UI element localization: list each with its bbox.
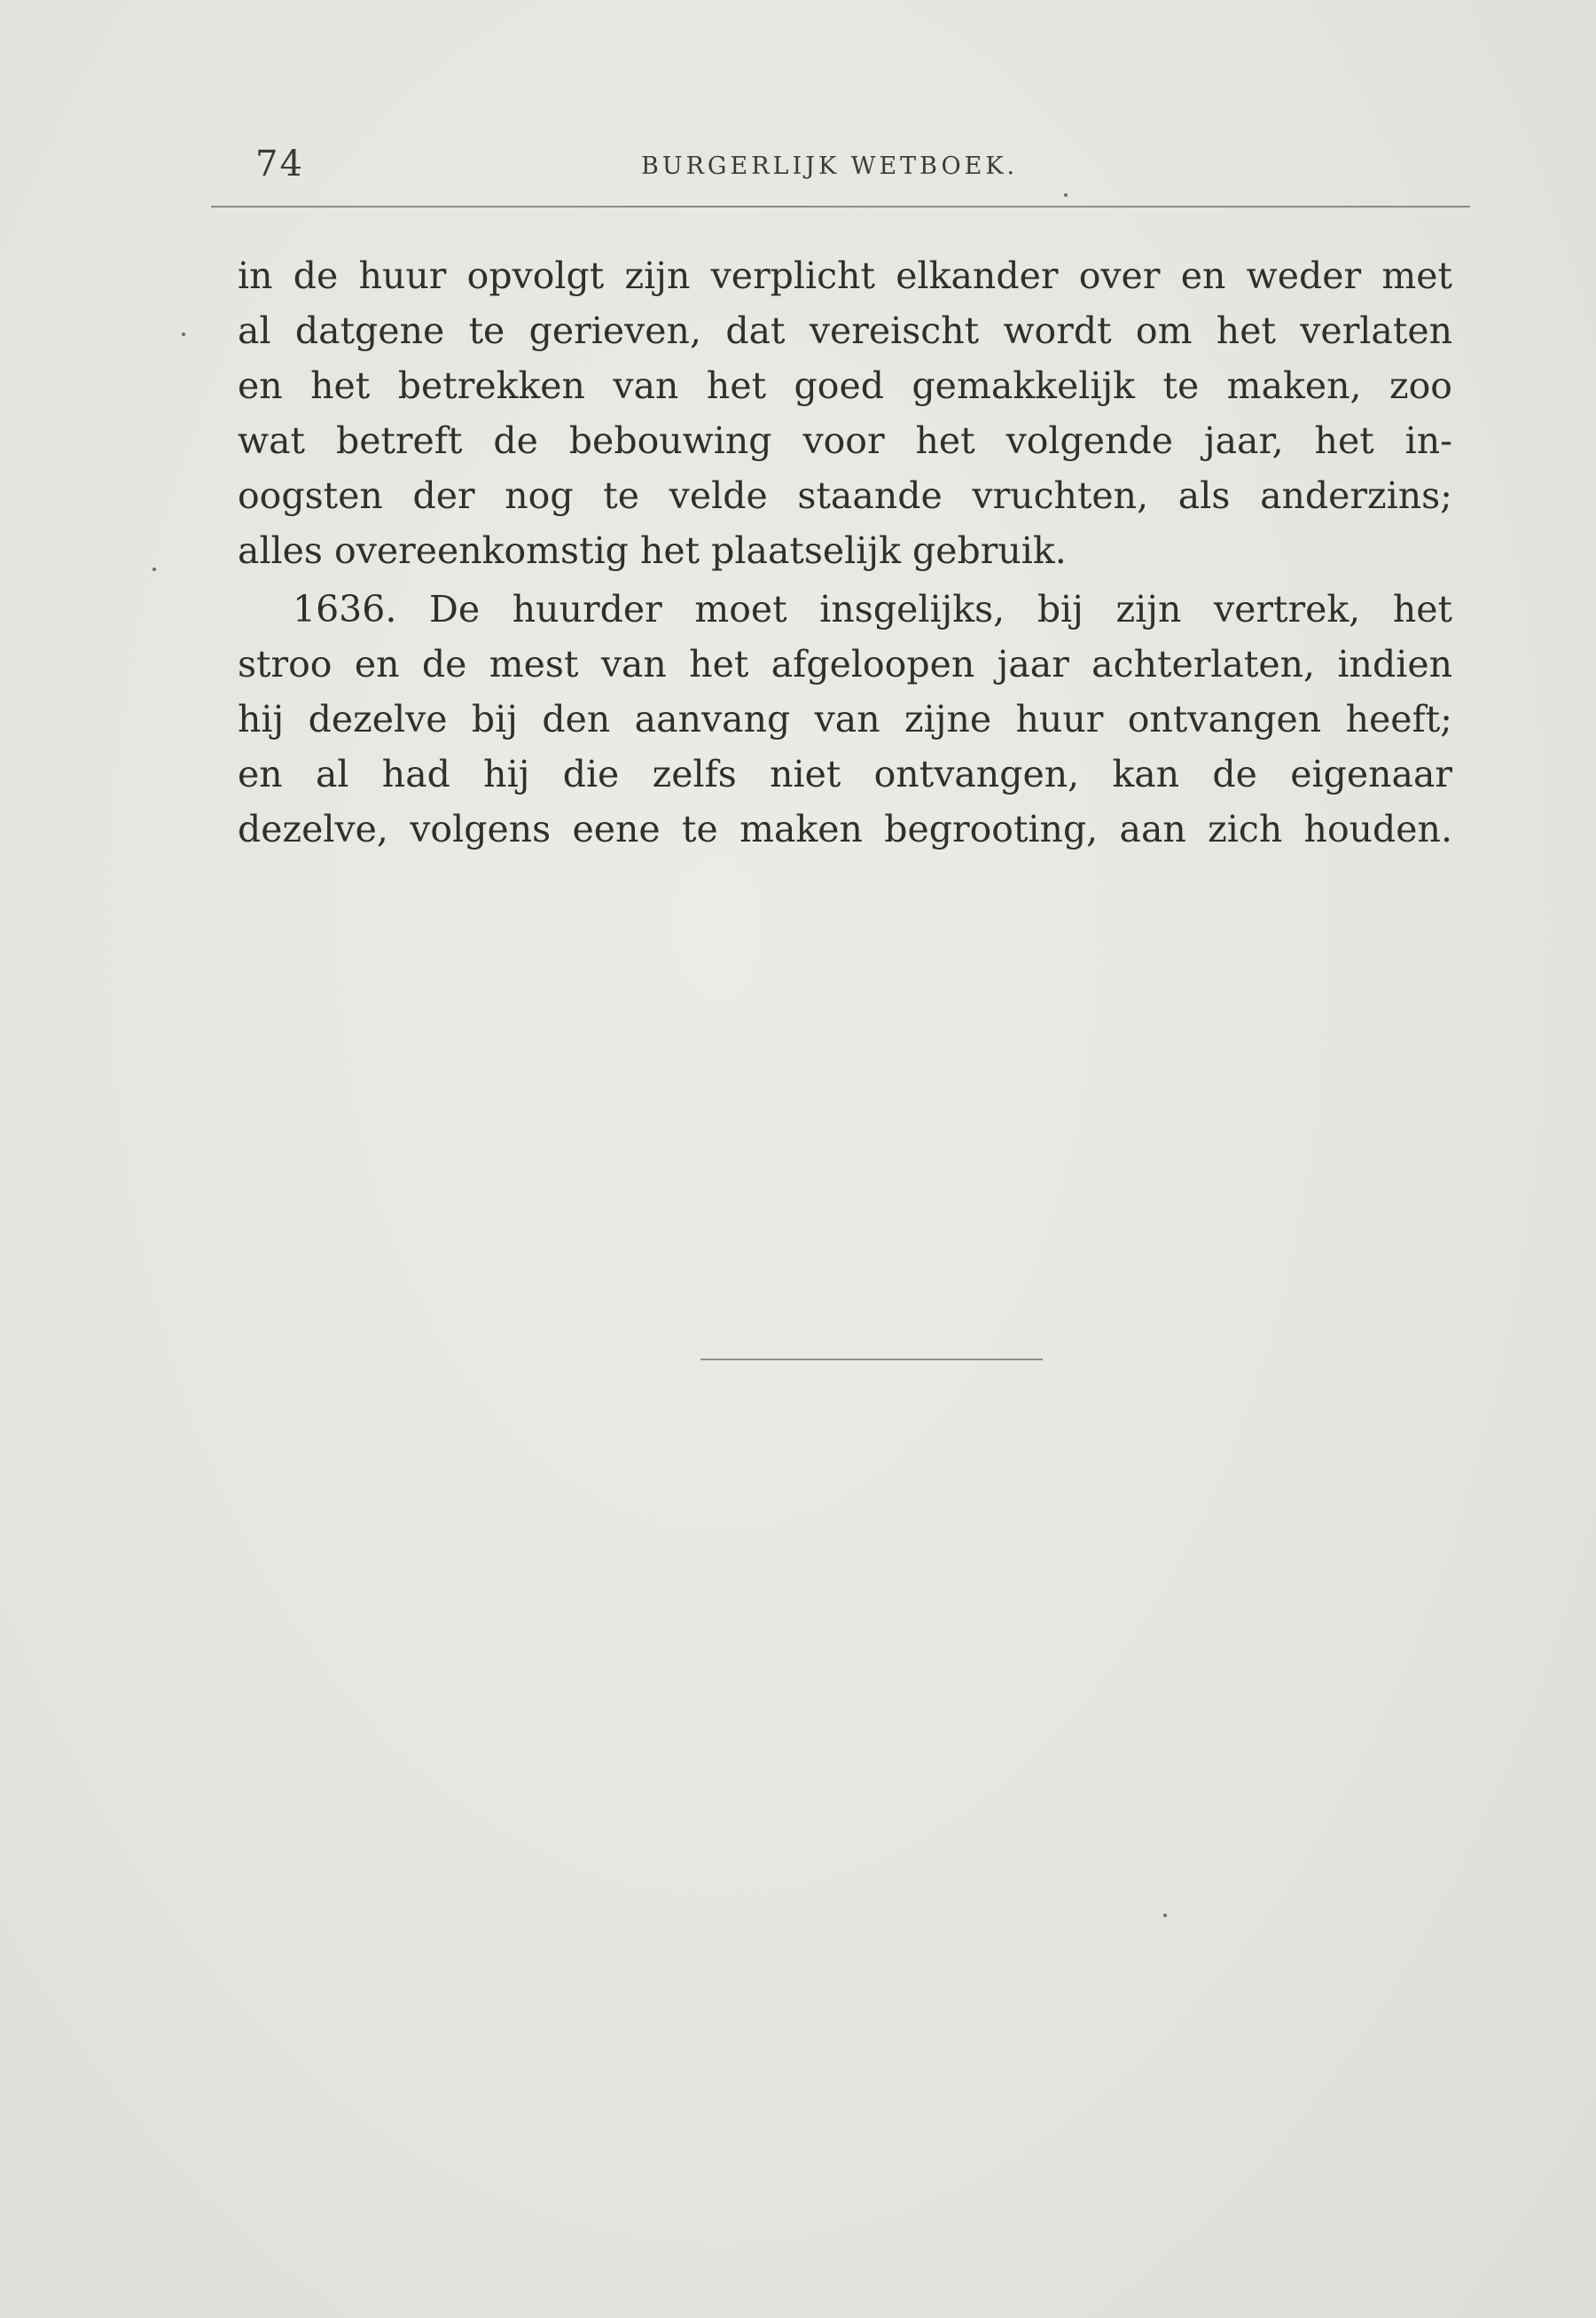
paper-speck <box>153 568 156 571</box>
text-line: 1636. De huurder moet insgelijks, bij zijn vertrek, het <box>293 588 1452 630</box>
text-line: wat betreft de bebouwing voor het volgende jaar, het in- <box>238 419 1452 462</box>
text-line: oogsten der nog te velde staande vruchten, als anderzins; <box>238 474 1452 517</box>
running-title: BURGERLIJK WETBOEK. <box>641 153 1019 180</box>
page-header <box>211 142 1470 204</box>
header-rule <box>211 206 1470 208</box>
text-line: stroo en de mest van het afgeloopen jaar achterlaten, indien <box>238 643 1452 685</box>
text-line: al datgene te gerieven, dat vereischt wordt om het verlaten <box>238 309 1452 352</box>
text-line: in de huur opvolgt zijn verplicht elkander over en weder met <box>238 255 1452 297</box>
text-line: hij dezelve bij den aanvang van zijne huur ontvangen heeft; <box>238 698 1452 740</box>
text-line: dezelve, volgens eene te maken begrooting, aan zich houden. <box>238 808 1452 850</box>
end-rule <box>700 1359 1043 1360</box>
paper-speck <box>182 333 185 336</box>
body-text <box>238 248 1452 857</box>
text-line: alles overeenkomstig het plaatselijk gebruik. <box>238 529 1067 572</box>
text-line: en het betrekken van het goed gemakkelijk te maken, zoo <box>238 364 1452 407</box>
paper-speck <box>1163 1914 1167 1917</box>
paragraph-continuation <box>238 248 1452 578</box>
paragraph-article-1636 <box>238 582 1452 857</box>
paper-speck <box>1064 193 1068 197</box>
page-number: 74 <box>255 144 304 184</box>
text-line: en al had hij die zelfs niet ontvangen, kan de eigenaar <box>238 753 1452 795</box>
